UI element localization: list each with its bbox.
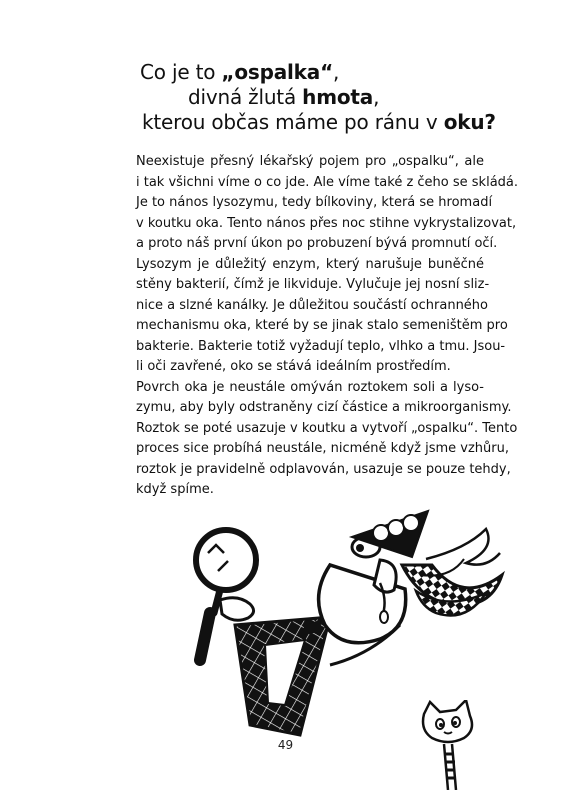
text-line: Roztok se poté usazuje v koutku a vytvoří „ospalku“. Tento <box>136 420 518 436</box>
title-line-2: divná žlutá hmota, <box>188 85 380 109</box>
text-line: mechanismu oka, které by se jinak stalo semeništěm pro <box>136 318 508 333</box>
text-line: Povrch oka je neustále omýván roztokem soli a lyso- <box>136 379 484 395</box>
paragraph-3 <box>123 378 518 501</box>
hand <box>220 598 254 621</box>
title-line-3: kterou občas máme po ránu v oku? <box>142 110 496 134</box>
text-line: v koutku oka. Tento nános přes noc stihne vykrystalizovat, <box>136 215 517 231</box>
text-line: Lysozym je důležitý enzym, který narušuje buněčné <box>136 256 484 272</box>
text-line: když spíme. <box>136 482 214 497</box>
wizard-illustration <box>180 505 540 745</box>
text-line: bakterie. Bakterie totiž vyžadují teplo, vlhko a tmu. Jsou- <box>136 338 506 354</box>
text-line: proces sice probíhá neustále, nicméně když jsme vzhůru, <box>136 441 509 456</box>
text-line: i tak všichni víme o co jde. Ale víme také z čeho se skládá. <box>136 174 519 190</box>
text-line: zymu, aby byly odstraněny cizí částice a mikroorganismy. <box>136 400 512 415</box>
text-line: a proto náš první úkon po probuzení bývá promnutí očí. <box>136 236 498 251</box>
paragraph-1 <box>123 152 519 255</box>
body-text <box>123 152 519 501</box>
title-line-1: Co je to „ospalka“, <box>140 60 340 84</box>
text-line: li oči zavřené, oko se stává ideálním prostředím. <box>136 359 451 374</box>
page-number: 49 <box>277 738 294 752</box>
page-title <box>140 60 496 135</box>
text-line: Neexistuje přesný lékařský pojem pro „ospalku“, ale <box>136 154 484 169</box>
text-line: Je to nános lysozymu, tedy bílkoviny, která se hromadí <box>136 195 493 210</box>
text-line: roztok je pravidelně odplavován, usazuje se pouze tehdy, <box>136 461 511 477</box>
text-line: stěny bakterií, čímž je likviduje. Vylučuje jej nosní sliz- <box>136 277 490 292</box>
paragraph-2 <box>123 255 508 378</box>
text-line: nice a slzné kanálky. Je důležitou součástí ochranného <box>136 297 488 313</box>
